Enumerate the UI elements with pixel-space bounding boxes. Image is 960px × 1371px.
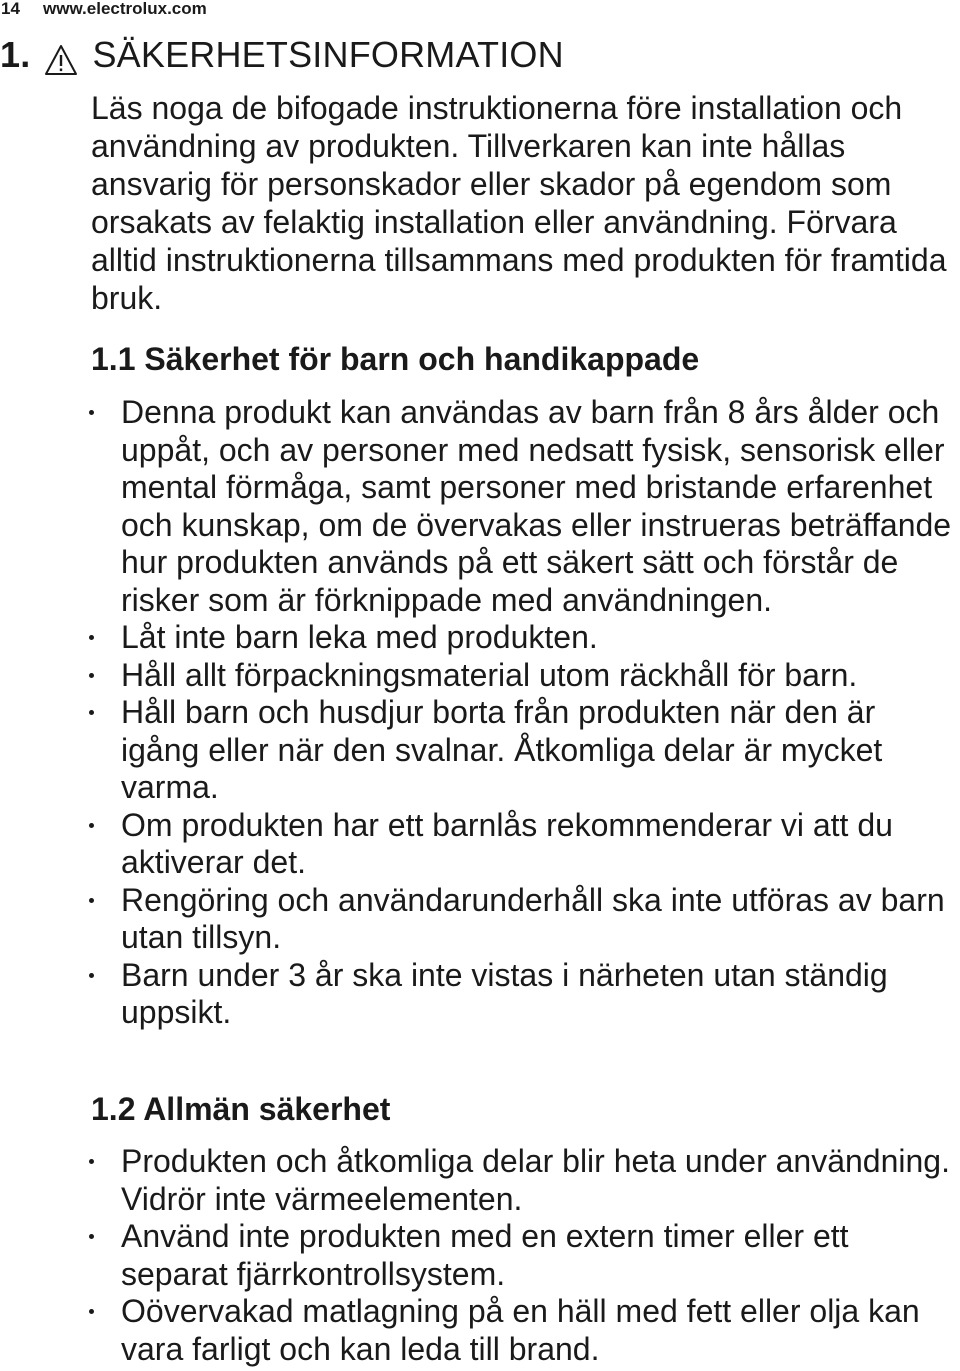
list-item (0, 1293, 960, 1368)
subsection-title: Säkerhet för barn och handikappade (144, 341, 700, 377)
bullet-icon (89, 410, 94, 415)
bullet-icon (89, 710, 94, 715)
list-item (0, 882, 960, 957)
list-item-text: Rengöring och användarunderhåll ska inte utföras av barn utan tillsyn. (121, 881, 945, 955)
list-item (0, 394, 960, 619)
list-item-text: Använd inte produkten med en extern timer eller ett separat fjärrkontrollsystem. (121, 1218, 849, 1292)
bullet-icon (89, 1309, 94, 1314)
list-item (0, 1218, 960, 1293)
list-item (0, 807, 960, 882)
section-number: 1. (0, 34, 31, 75)
list-item (0, 1143, 960, 1218)
subsection-title: Allmän säkerhet (143, 1091, 391, 1127)
bullet-icon (89, 673, 94, 678)
list-item (0, 957, 960, 1032)
intro-paragraph: Läs noga de bifogade instruktionerna före installation och användning av produkten. Tillverkaren kan inte hållas ansvarig för personskador eller skador på egendom som orsakats av felaktig installation eller användning. Förvara alltid instruktionerna tillsammans med produkten för framtida bruk. (91, 90, 947, 316)
list-item-text: Om produkten har ett barnlås rekommenderar vi att du aktiverar det. (121, 806, 893, 880)
general-safety-list (0, 1143, 960, 1368)
site-url: www.electrolux.com (43, 0, 207, 18)
subsection-number: 1.1 (91, 341, 145, 377)
bullet-icon (89, 1234, 94, 1239)
bullet-icon (89, 1159, 94, 1164)
list-item-text: Barn under 3 år ska inte vistas i närheten utan ständig uppsikt. (121, 956, 888, 1030)
list-item-text: Produkten och åtkomliga delar blir heta under användning. Vidrör inte värmeelementen. (121, 1143, 950, 1217)
bullet-icon (89, 973, 94, 978)
child-safety-list (0, 394, 960, 1032)
bullet-icon (89, 898, 94, 903)
list-item (0, 619, 960, 657)
page-header (0, 0, 207, 20)
section-heading (0, 30, 564, 80)
list-item-text: Oövervakad matlagning på en häll med fett eller olja kan vara farligt och kan leda till brand. (121, 1293, 920, 1367)
page-number: 14 (1, 0, 20, 18)
list-item (0, 694, 960, 807)
section-title: SÄKERHETSINFORMATION (92, 34, 564, 75)
subsection-heading-general-safety (91, 1089, 390, 1129)
list-item-text: Denna produkt kan användas av barn från 8 års ålder och uppåt, och av personer med nedsatt fysisk, sensorisk eller mental förmåga, samt personer med bristande erfarenhet och kunskap, om de övervakas eller instrueras beträffande hur produkten används på ett säkert sätt och förstår de risker som är förknippade med användningen. (121, 394, 952, 618)
bullet-icon (89, 635, 94, 640)
subsection-number: 1.2 (91, 1091, 144, 1127)
subsection-heading-child-safety (91, 339, 699, 379)
list-item-text: Håll barn och husdjur borta från produkten när den är igång eller när den svalnar. Åtkomliga delar är mycket varma. (121, 694, 883, 805)
list-item (0, 657, 960, 695)
list-item-text: Låt inte barn leka med produkten. (121, 619, 598, 655)
list-item-text: Håll allt förpackningsmaterial utom räckhåll för barn. (121, 656, 858, 693)
bullet-icon (89, 823, 94, 828)
warning-triangle-icon (44, 39, 78, 71)
